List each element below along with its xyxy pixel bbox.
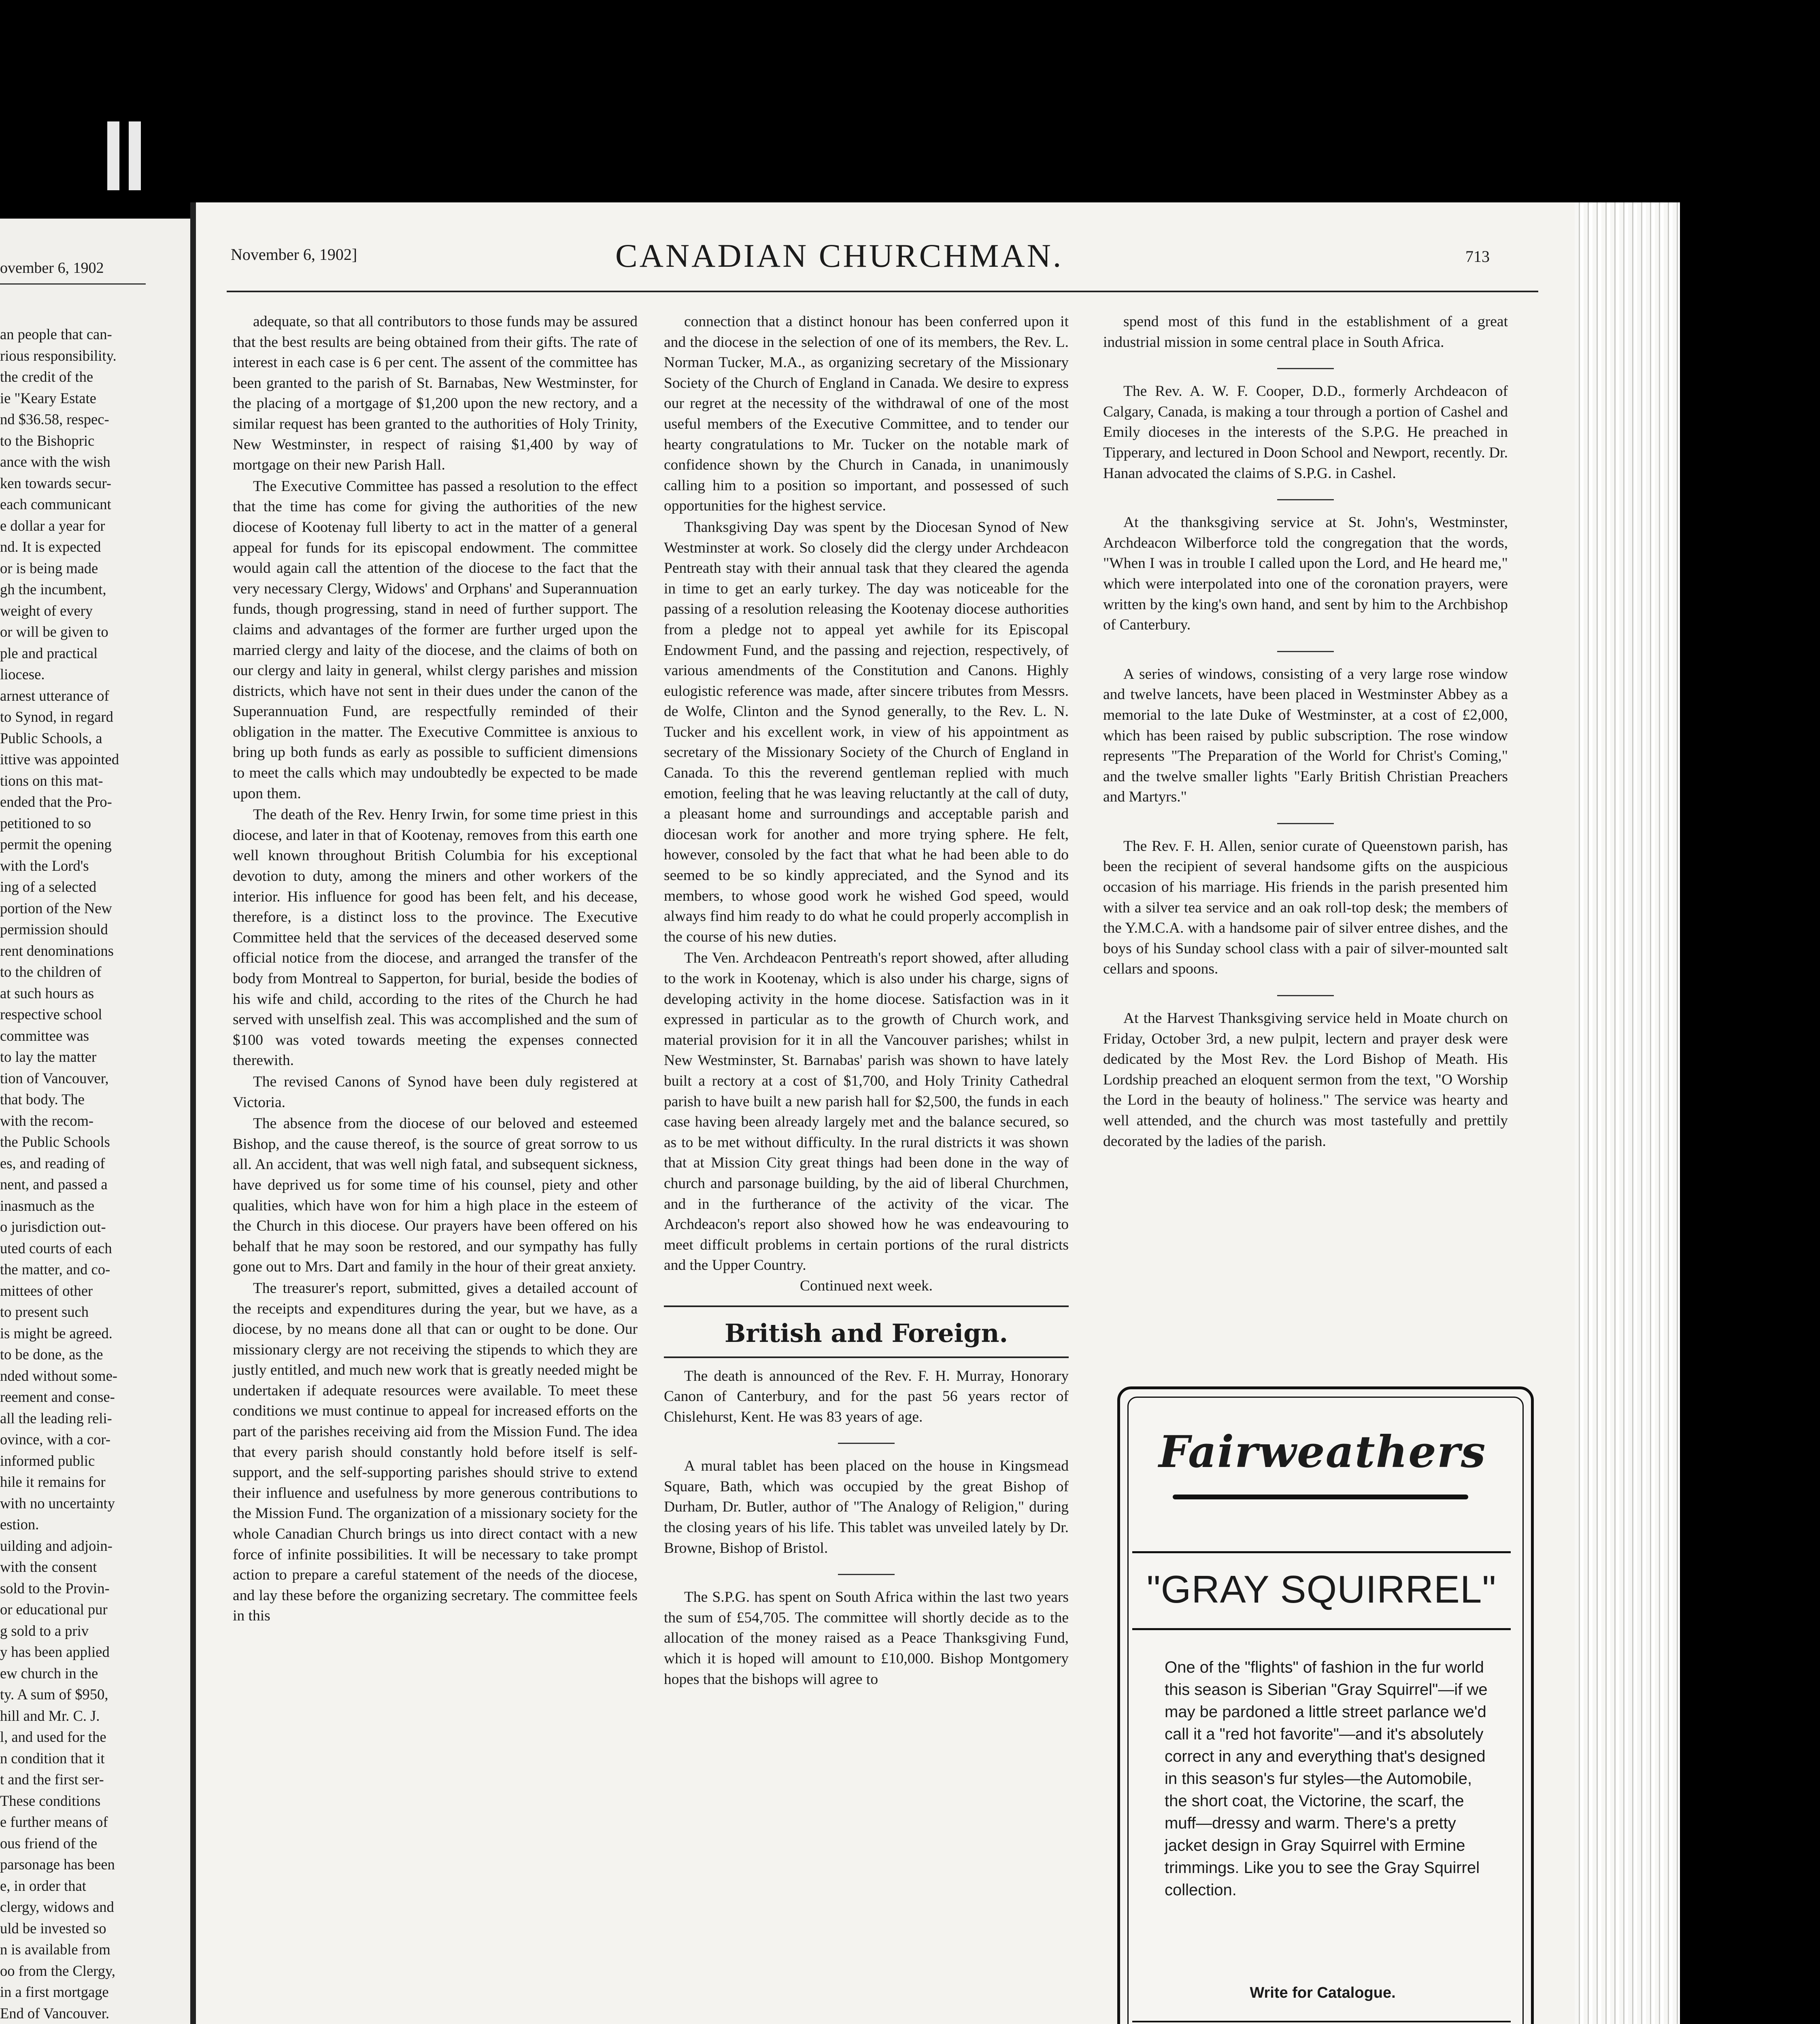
left-text-line: ken towards secur- bbox=[0, 474, 111, 491]
left-text-line: liocese. bbox=[0, 666, 45, 682]
left-text-line: uted courts of each bbox=[0, 1239, 112, 1256]
ad-rule bbox=[1132, 1628, 1511, 1630]
left-text-line: weight of every bbox=[0, 602, 93, 619]
left-text-line: ie "Keary Estate bbox=[0, 389, 96, 406]
left-text-line: mittees of other bbox=[0, 1282, 93, 1299]
left-text-line: n is available from bbox=[0, 1941, 111, 1958]
left-text-line: Public Schools, a bbox=[0, 729, 102, 746]
left-text-line: t and the first ser- bbox=[0, 1771, 104, 1788]
left-text-line: respective school bbox=[0, 1006, 102, 1023]
left-text-line: all the leading reli- bbox=[0, 1410, 112, 1427]
ad-rule bbox=[1132, 1551, 1511, 1553]
ad-body-text: One of the "flights" of fashion in the fur world this season is Siberian "Gray Squirrel"—if we may be pardoned a little street parlance we'd call it a "red hot favorite"—and it's absolutely correct in any and everything that's designed in this season's fur styles—the Automobile, the short coat, the Victorine, the scarf, the muff—dressy and warm. There's a pretty jacket design in Gray Squirrel with Ermine trimmings. Like you to see the Gray Squirrel collection. bbox=[1165, 1658, 1488, 1899]
left-text-line: n condition that it bbox=[0, 1750, 105, 1767]
left-text-line: an people that can- bbox=[0, 326, 112, 342]
left-text-line: rent denominations bbox=[0, 942, 114, 959]
item-separator bbox=[838, 1574, 895, 1575]
fairweathers-logo: Fairweathers bbox=[1159, 1427, 1486, 1478]
left-text-line: is might be agreed. bbox=[0, 1325, 113, 1342]
left-text-line: to the children of bbox=[0, 963, 102, 980]
left-text-line: ple and practical bbox=[0, 644, 98, 661]
left-header-rule bbox=[0, 283, 146, 285]
scan-marker bbox=[107, 121, 119, 190]
left-text-line: arnest utterance of bbox=[0, 687, 109, 704]
left-text-line: uilding and adjoin- bbox=[0, 1537, 113, 1554]
left-text-line: portion of the New bbox=[0, 899, 112, 916]
left-text-line: e further means of bbox=[0, 1814, 108, 1830]
item-separator bbox=[1277, 368, 1334, 369]
section-rule bbox=[664, 1305, 1069, 1307]
article-paragraph: The Ven. Archdeacon Pentreath's report showed, after alluding to the work in Kootenay, which is also under his charge, signs of developing activity in the home diocese. Satisfaction was in it expressed in particular as to the growth of Church work, and material provision for it in all the Vancouver parishes; whilst in New Westminster, St. Barnabas' parish was shown to have lately built a rectory at a cost of $1,700, and Holy Trinity Cathedral parish to have built a new parish hall for $2,500, the funds in each case having been already largely met and the balance secured, so as to be met without difficulty. In the rural districts it was shown that at Mission City great things had been done in the way of church and parsonage building, by the aid of liberal Churchmen, and in the furtherance of the activity of the vicar. The Archdeacon's report also showed how he was endeavouring to meet difficult problems in certain portions of the rural districts and the Upper Country. bbox=[664, 950, 1069, 1274]
left-text-line: nent, and passed a bbox=[0, 1176, 108, 1193]
left-text-line: clergy, widows and bbox=[0, 1899, 114, 1915]
left-text-line: that body. The bbox=[0, 1091, 85, 1108]
left-text-line: nd. It is expected bbox=[0, 538, 101, 555]
news-item: A mural tablet has been placed on the house in Kingsmead Square, Bath, which was occupied by the great Bishop of Durham, Dr. Butler, author of "The Analogy of Religion," during the closing years of his life. This tablet was unveiled lately by Dr. Browne, Bishop of Bristol. bbox=[664, 1458, 1069, 1556]
item-separator bbox=[1277, 651, 1334, 652]
left-text-line: es, and reading of bbox=[0, 1154, 105, 1171]
left-text-line: hill and Mr. C. J. bbox=[0, 1707, 100, 1724]
news-item: The Rev. F. H. Allen, senior curate of Queenstown parish, has been the recipient of several handsome gifts on the auspicious occasion of his marriage. His friends in the parish presented him with a silver tea service and an oak roll-top desk; the members of the Y.M.C.A. with a handsome pair of silver entree dishes, and the boys of his Sunday school class with a pair of silver-mounted salt cellars and spoons. bbox=[1103, 838, 1508, 978]
left-text-line: with the Lord's bbox=[0, 857, 89, 874]
article-column-2 bbox=[664, 312, 1069, 1690]
left-text-line: the matter, and co- bbox=[0, 1261, 111, 1278]
left-text-line: ovince, with a cor- bbox=[0, 1431, 111, 1448]
article-paragraph: The absence from the diocese of our beloved and esteemed Bishop, and the cause thereof, is the source of great sorrow to us all. An accident, that was well nigh fatal, and subsequent sickness, have deprived us for some time of his counsel, piety and other qualities, which have won for him a high place in the esteem of the Church in this diocese. Our prayers have been offered on his behalf that he may soon be restored, and our sympathy has fully gone out to Mrs. Dart and family in the hour of their great anxiety. bbox=[233, 1115, 638, 1276]
book-gutter bbox=[190, 202, 196, 2024]
left-text-line: oo from the Clergy, bbox=[0, 1962, 115, 1979]
left-text-line: the credit of the bbox=[0, 368, 94, 385]
left-text-line: ty. A sum of $950, bbox=[0, 1686, 108, 1703]
page-edges bbox=[1575, 202, 1680, 2024]
left-text-line: gh the incumbent, bbox=[0, 581, 106, 597]
left-text-line: e, in order that bbox=[0, 1877, 86, 1894]
article-paragraph: connection that a distinct honour has been conferred upon it and the diocese in the selection of one of its members, the Rev. L. Norman Tucker, M.A., as organizing secretary of the Missionary Society of the Church of England in Canada. We desire to express our regret at the necessity of the withdrawal of one of the most useful members of the Executive Committee, and to tender our hearty congratulations to Mr. Tucker on the notable mark of confidence shown by the Church in Canada, in unanimously calling him to a position so important, and possessed of such opportunities for the highest service. bbox=[664, 313, 1069, 515]
left-text-line: to Synod, in regard bbox=[0, 708, 113, 725]
masthead-title: CANADIAN CHURCHMAN. bbox=[615, 237, 1063, 274]
left-text-line: with no uncertainty bbox=[0, 1495, 115, 1512]
item-separator bbox=[1277, 499, 1334, 500]
article-paragraph: adequate, so that all contributors to those funds may be assured that the best results are being obtained from their gifts. The rate of interest in each case is 6 per cent. The assent of the committee has been granted to the parish of St. Barnabas, New Westminster, for the placing of a mortgage of $1,200 upon the new rectory, and a similar request has been granted to the authorities of Holy Trinity, New Westminster, in respect of raising $1,400 by way of mortgage on their new Parish Hall. bbox=[233, 313, 638, 474]
left-text-line: ous friend of the bbox=[0, 1835, 98, 1852]
left-text-line: permit the opening bbox=[0, 836, 112, 853]
item-separator bbox=[838, 1443, 895, 1444]
left-text-line: ance with the wish bbox=[0, 453, 111, 470]
left-text-line: permission should bbox=[0, 921, 108, 938]
left-text-line: each communicant bbox=[0, 496, 111, 512]
left-text-line: These conditions bbox=[0, 1792, 101, 1809]
left-text-line: in a first mortgage bbox=[0, 1984, 109, 2000]
article-column-3 bbox=[1103, 312, 1508, 1152]
left-text-line: or is being made bbox=[0, 559, 98, 576]
item-separator bbox=[1277, 995, 1334, 996]
left-text-line: y has been applied bbox=[0, 1643, 110, 1660]
left-text-line: committee was bbox=[0, 1027, 89, 1044]
left-text-line: hile it remains for bbox=[0, 1473, 106, 1490]
left-text-line: or will be given to bbox=[0, 623, 108, 640]
left-text-line: to lay the matter bbox=[0, 1048, 97, 1065]
left-text-line: or educational pur bbox=[0, 1601, 108, 1618]
article-paragraph: The death of the Rev. Henry Irwin, for some time priest in this diocese, and later in that of Kootenay, removes from this earth one well known throughout British Columbia for his exceptional devotion to duty, among the miners and other workers of the interior. His influence for good has been felt, and his decease, therefore, is a distinct loss to the province. The Executive Committee held that the services of the deceased deserved some official notice from the diocese, and arranged the transfer of the body from Montreal to Sapperton, for burial, beside the bodies of his wife and child, according to the rites of the Church he had served with unselfish zeal. This was accomplished and the sum of $100 was voted towards meeting the expenses connected therewith. bbox=[233, 806, 638, 1069]
ad-catalogue-line: Write for Catalogue. bbox=[1250, 1984, 1396, 2001]
left-text-line: uld be invested so bbox=[0, 1920, 106, 1937]
news-item: At the Harvest Thanksgiving service held in Moate church on Friday, October 3rd, a new pulpit, lectern and prayer desk were dedicated by the Most Rev. the Lord Bishop of Meath. His Lordship preached an eloquent sermon from the text, "O Worship the Lord in the beauty of holiness." The service was hearty and well attended, and the church was most tastefully and prettily decorated by the ladies of the parish. bbox=[1103, 1010, 1508, 1150]
left-text-line: End of Vancouver. bbox=[0, 2005, 109, 2022]
continued-note: Continued next week. bbox=[799, 1277, 933, 1294]
left-text-line: ittive was appointed bbox=[0, 751, 119, 768]
news-item: At the thanksgiving service at St. John's, Westminster, Archdeacon Wilberforce told the congregation that the words, "When I was in trouble I called upon the Lord, and He heard me," which were interpolated into one of the coronation prayers, were written by the king's own hand, and sent by him to the Archbishop of Canterbury. bbox=[1103, 514, 1508, 634]
left-text-line: to the Bishopric bbox=[0, 432, 95, 449]
left-text-line: nded without some- bbox=[0, 1367, 117, 1384]
page-number: 713 bbox=[1465, 247, 1490, 266]
ad-product-name: "GRAY SQUIRREL" bbox=[1146, 1568, 1497, 1611]
left-text-line: rious responsibility. bbox=[0, 347, 117, 364]
header-date: November 6, 1902] bbox=[231, 245, 357, 264]
article-column-1 bbox=[233, 312, 638, 1626]
news-item: The death is announced of the Rev. F. H. Murray, Honorary Canon of Canterbury, and for the past 56 years rector of Chislehurst, Kent. He was 83 years of age. bbox=[664, 1367, 1069, 1425]
left-text-line: to present such bbox=[0, 1303, 89, 1320]
news-item: The Rev. A. W. F. Cooper, D.D., formerly Archdeacon of Calgary, Canada, is making a tour through a portion of Cashel and Emily dioceses in the interests of the S.P.G. He preached in Tipperary, and lectured in Doon School and Newport, recently. Dr. Hanan advocated the claims of S.P.G. in Cashel. bbox=[1103, 383, 1508, 482]
left-text-line: ing of a selected bbox=[0, 878, 97, 895]
scan-marker bbox=[129, 121, 141, 190]
left-text-line: the Public Schools bbox=[0, 1133, 110, 1150]
news-item: A series of windows, consisting of a very large rose window and twelve lancets, have been placed in Westminster Abbey as a memorial to the late Duke of Westminster, at a cost of £2,000, which has been raised by public subscription. The rose window represents "The Preparation of the World for Christ's Coming," and the twelve smaller lights "Early British Christian Preachers and Martyrs." bbox=[1103, 665, 1508, 806]
left-text-line: l, and used for the bbox=[0, 1728, 106, 1745]
article-paragraph: The treasurer's report, submitted, gives a detailed account of the receipts and expenditures during the year, but we have, as a diocese, by no means done all that can or ought to be done. Our missionary clergy are not receiving the stipends to which they are justly entitled, and much new work that is greatly needed might be undertaken if adequate resources were available. To meet these conditions we must continue to appeal for increased efforts on the part of the parishes receiving aid from the Mission Fund. The idea that every parish should constantly hold before itself is self-support, and the self-supporting parishes should strive to extend their influence and usefulness by more generous contributions to the Mission Fund. The organization of a missionary society for the whole Canadian Church brings us into direct contact with a new force of infinite possibilities. It will be necessary to take prompt action to prepare a careful statement of the needs of the diocese, and lay these before the organizing secretary. The committee feels in this bbox=[233, 1280, 638, 1624]
left-text-line: reement and conse- bbox=[0, 1388, 115, 1405]
left-text-line: ew church in the bbox=[0, 1665, 98, 1682]
news-item: spend most of this fund in the establishment of a great industrial mission in some central place in South Africa. bbox=[1103, 313, 1508, 351]
news-item: The S.P.G. has spent on South Africa within the last two years the sum of £54,705. The committee will shortly decide as to the allocation of the money raised as a Peace Thanksgiving Fund, which it is hoped will amount to £10,000. Bishop Montgomery hopes that the bishops will agree to bbox=[664, 1589, 1069, 1688]
fairweather-advertisement bbox=[1117, 1386, 1534, 2024]
left-text-line: sold to the Provin- bbox=[0, 1580, 110, 1597]
left-text-line: informed public bbox=[0, 1452, 95, 1469]
section-heading: British and Foreign. bbox=[724, 1318, 1008, 1348]
left-text-line: inasmuch as the bbox=[0, 1197, 95, 1214]
left-text-line: tions on this mat- bbox=[0, 772, 103, 789]
section-rule bbox=[664, 1356, 1069, 1358]
article-paragraph: Thanksgiving Day was spent by the Diocesan Synod of New Westminster at work. So closely did the clergy under Archdeacon Pentreath stay with their annual task that they cleared the agenda in time to get an early turkey. The day was noticeable for the passing of a resolution releasing the Kootenay diocese authorities from a pledge not to appeal yet awhile for its Episcopal Endowment Fund, and the passing and rejection, respectively, of various amendments of the Constitution and Canons. Highly eulogistic reference was made, after sincere tributes from Messrs. de Wolfe, Clinton and the Synod generally, to the Rev. L. N. Tucker and his excellent work, in view of his appointment as secretary of the Missionary Society of the Church of England in Canada. To this the reverend gentleman replied with much emotion, feeling that he was leaving reluctantly at the call of duty, a pleasant home and surroundings and acceptable parish and diocesan work for another and more trying sphere. He felt, however, consoled by the fact that what he had been able to do seemed to be so kindly appreciated, and the Synod and its members, to whose good work he wished God speed, would always find him ready to do what he could properly accomplish in the course of his new duties. bbox=[664, 519, 1069, 945]
header-rule bbox=[227, 291, 1538, 292]
left-page-column bbox=[0, 324, 152, 2024]
left-text-line: e dollar a year for bbox=[0, 517, 105, 534]
left-text-line: o jurisdiction out- bbox=[0, 1218, 106, 1235]
left-text-line: to be done, as the bbox=[0, 1346, 103, 1363]
left-text-line: with the consent bbox=[0, 1558, 97, 1575]
left-text-line: g sold to a priv bbox=[0, 1622, 89, 1639]
logo-underline bbox=[1173, 1495, 1468, 1499]
left-text-line: petitioned to so bbox=[0, 814, 91, 831]
left-text-line: ended that the Pro- bbox=[0, 793, 112, 810]
left-text-line: at such hours as bbox=[0, 984, 94, 1001]
left-text-line: nd $36.58, respec- bbox=[0, 411, 109, 427]
article-paragraph: The revised Canons of Synod have been duly registered at Victoria. bbox=[233, 1073, 638, 1111]
left-text-line: with the recom- bbox=[0, 1112, 94, 1129]
left-text-line: parsonage has been bbox=[0, 1856, 115, 1873]
left-text-line: estion. bbox=[0, 1516, 39, 1533]
article-paragraph: The Executive Committee has passed a resolution to the effect that the time has come for giving the authorities of the new diocese of Kootenay full liberty to act in the matter of a general appeal for funds for its episcopal endowment. The committee would again call the attention of the diocese to the fact that the very necessary Clergy, Widows' and Orphans' and Superannuation funds, though progressing, stand in need of further support. The claims and advantages of the former are further urged upon the married clergy and laity of the diocese, and the claims of both on our clergy and laity in general, whilst clergy parishes and mission districts, which have not sent in their dues under the canon of the Superannuation Fund, are respectfully reminded of their obligation in the matter. The Executive Committee is anxious to bring up both funds as early as possible to sufficient dimensions to meet the calls which may undoubtedly be expected to be made upon them. bbox=[233, 478, 638, 802]
left-text-line: tion of Vancouver, bbox=[0, 1069, 109, 1086]
item-separator bbox=[1277, 823, 1334, 824]
left-page-header: ovember 6, 1902 bbox=[0, 259, 104, 276]
ad-rule bbox=[1132, 2021, 1511, 2022]
